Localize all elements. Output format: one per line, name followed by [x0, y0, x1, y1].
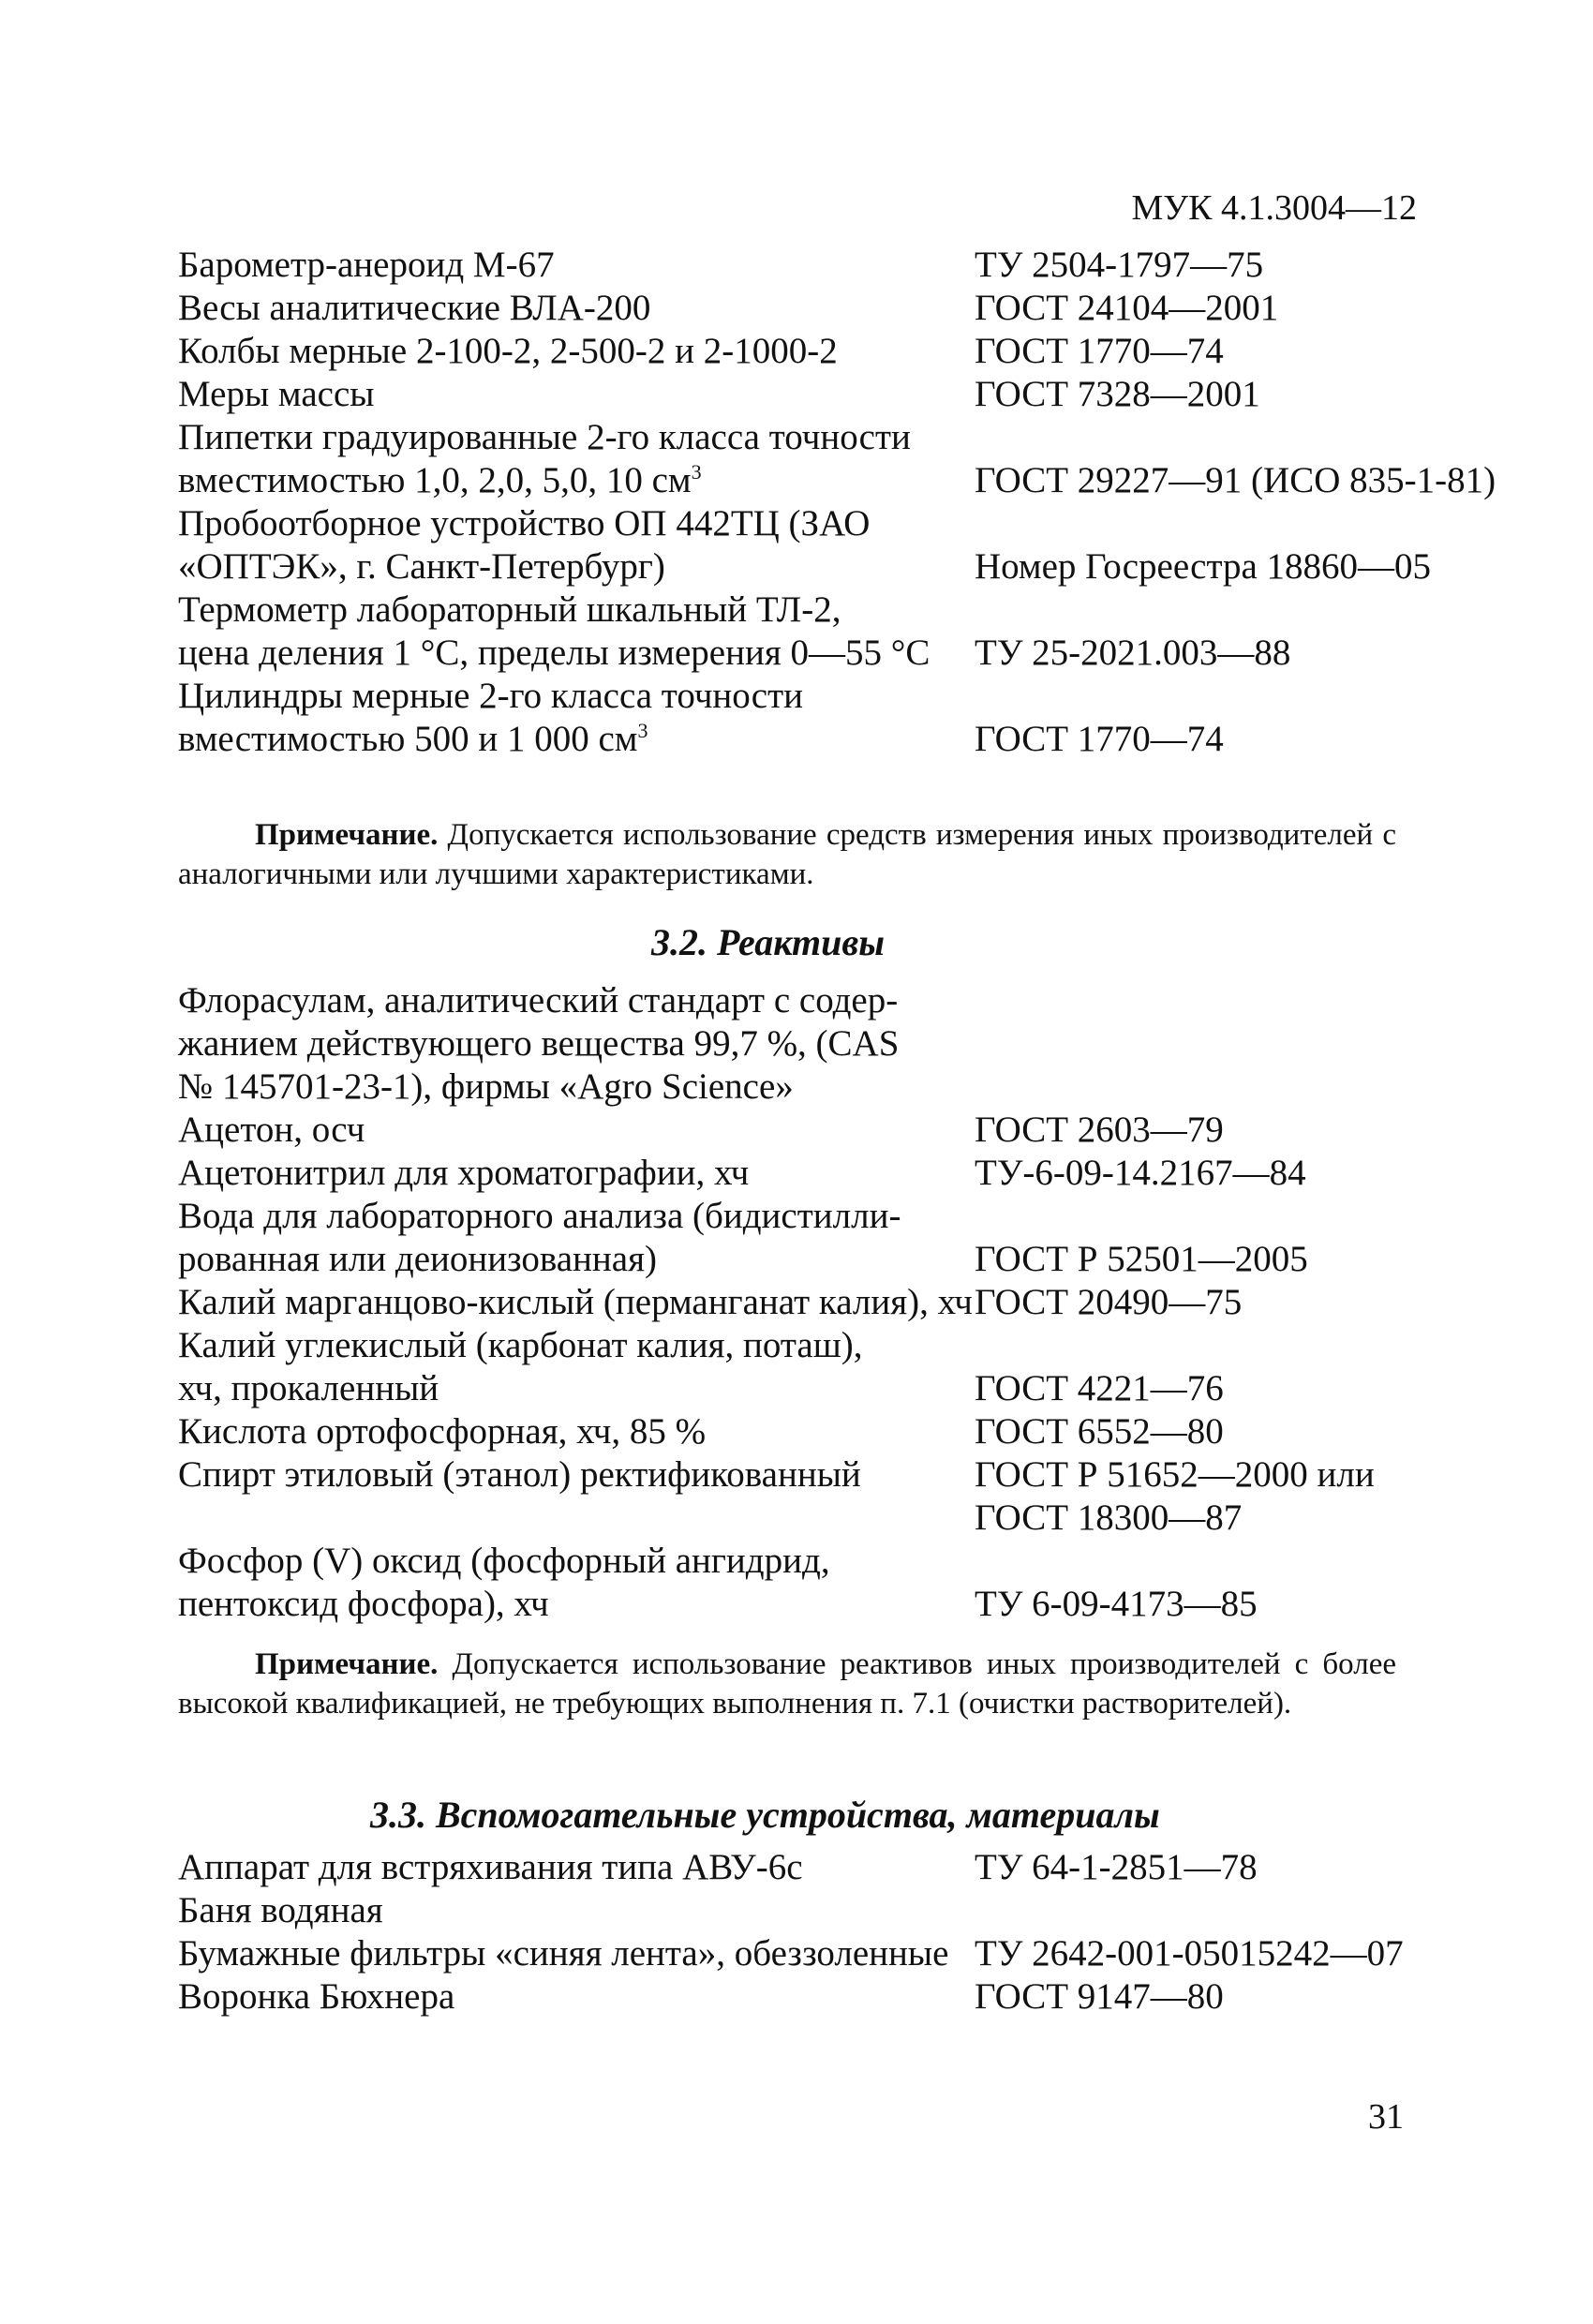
table-row: Баня водяная — [178, 1890, 383, 1930]
table-row: Флорасулам, аналитический стандарт с содер- — [178, 980, 899, 1020]
table-row: Цилиндры мерные 2-го класса точности — [178, 676, 803, 716]
instruments-table — [178, 244, 1496, 761]
table-row: цена деления 1 °С, пределы измерения 0—55 °С ТУ 25-2021.003—88 — [178, 633, 1291, 673]
table-row: ГОСТ 18300—87 — [975, 1497, 1243, 1538]
table-row: Вода для лабораторного анализа (бидистилли- — [178, 1196, 901, 1236]
table-row: жанием действующего вещества 99,7 %, (CAS — [178, 1023, 900, 1064]
table-row: Ацетонитрил для хроматографии, хч ТУ-6-09-14.2167—84 — [178, 1153, 1306, 1193]
table-row: Фосфор (V) оксид (фосфорный ангидрид, — [178, 1541, 830, 1581]
document-code: МУК 4.1.3004—12 — [1131, 188, 1417, 228]
page-number: 31 — [1368, 2097, 1404, 2137]
table-row: пентоксид фосфора), хч ТУ 6-09-4173—85 — [178, 1584, 1258, 1624]
table-row: Барометр-анероид М-67 ТУ 2504-1797—75 — [178, 245, 1264, 285]
reagents-table — [178, 979, 1375, 1626]
table-row: Пробоотборное устройство ОП 442ТЦ (ЗАО — [178, 503, 871, 544]
table-row: Калий углекислый (карбонат калия, поташ), — [178, 1325, 863, 1365]
table-row: № 145701-23-1), фирмы «Agro Science» — [178, 1066, 794, 1107]
section-title-reagents: 3.2. Реактивы — [651, 921, 885, 963]
section-title-auxiliary: 3.3. Вспомогательные устройства, материалы — [370, 1794, 1160, 1836]
table-row: «ОПТЭК», г. Санкт-Петербург) Номер Госреестра 18860—05 — [178, 546, 1432, 587]
table-row: Воронка Бюхнера ГОСТ 9147—80 — [178, 1976, 1224, 2017]
auxiliary-table — [178, 1846, 1404, 2019]
table-row: хч, прокаленный ГОСТ 4221—76 — [178, 1368, 1224, 1408]
table-row: Кислота ортофосфорная, хч, 85 % ГОСТ 6552—80 — [178, 1411, 1224, 1452]
table-row: Меры массы ГОСТ 7328—2001 — [178, 374, 1260, 414]
table-row: Бумажные фильтры «синяя лента», обеззоленные ТУ 2642-001-05015242—07 — [178, 1933, 1404, 1974]
table-row: Аппарат для встряхивания типа АВУ-6с ТУ 64-1-2851—78 — [178, 1847, 1258, 1887]
note-instruments: Примечание. Допускается использование средств измерения иных производителей с аналогичными или лучшими характеристиками. — [178, 818, 1396, 891]
table-row: Термометр лабораторный шкальный ТЛ-2, — [178, 589, 841, 630]
table-row: рованная или деионизованная) ГОСТ Р 52501—2005 — [178, 1239, 1308, 1279]
table-row: Весы аналитические ВЛА-200 ГОСТ 24104—2001 — [178, 288, 1279, 328]
table-row: Калий марганцово-кислый (перманганат калия), хч ГОСТ 20490—75 — [178, 1282, 1243, 1322]
table-row: вместимостью 1,0, 2,0, 5,0, 10 $см^3$ ГОСТ 29227—91 (ИСО 835-1-81) — [178, 460, 1496, 500]
table-row: Ацетон, осч ГОСТ 2603—79 — [178, 1110, 1224, 1150]
note-reagents: Примечание. Допускается использование реактивов иных производителей с более высокой квалификацией, не требующих выполнения п. 7.1 (очистки растворителей). — [178, 1647, 1396, 1721]
table-row: Спирт этиловый (этанол) ректификованный ГОСТ Р 51652—2000 или — [178, 1454, 1375, 1495]
table-row: Пипетки градуированные 2-го класса точности — [178, 417, 911, 457]
table-row: вместимостью 500 и 1 000 $см^3$ ГОСТ 1770—74 — [178, 719, 1224, 759]
table-row: Колбы мерные 2-100-2, 2-500-2 и 2-1000-2 ГОСТ 1770—74 — [178, 331, 1224, 371]
